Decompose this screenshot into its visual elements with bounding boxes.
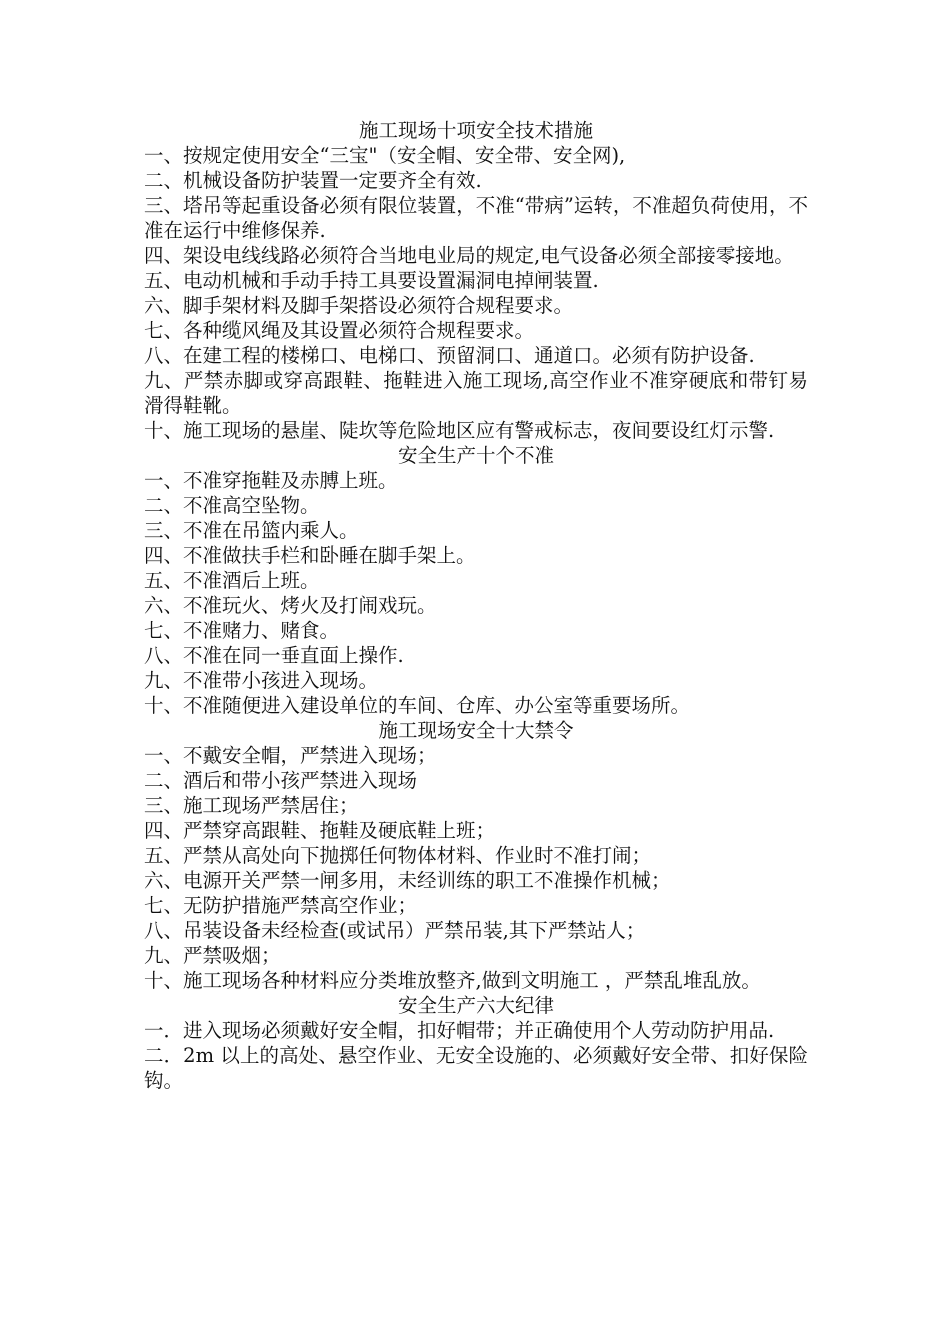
list-item: 三、施工现场严禁居住；: [144, 794, 359, 817]
list-item: 四、架设电线线路必须符合当地电业局的规定,电气设备必须全部接零接地。: [144, 244, 794, 267]
document-page: [144, 118, 808, 1093]
list-item: 六、脚手架材料及脚手架搭设必须符合规程要求。: [144, 294, 574, 317]
section-ten-prohibitions: [144, 443, 808, 718]
section-six-disciplines: [144, 993, 808, 1093]
section-title: 安全生产六大纪律: [397, 994, 554, 1017]
list-item: 九、不准带小孩进入现场。: [144, 669, 379, 692]
list-item: 一．进入现场必须戴好安全帽，扣好帽带；并正确使用个人劳动防护用品.: [144, 1019, 775, 1042]
list-item: 二、机械设备防护装置一定要齐全有效.: [144, 169, 482, 192]
list-item: 七、无防护措施严禁高空作业；: [144, 894, 418, 917]
list-item: 十、施工现场各种材料应分类堆放整齐,做到文明施工 ，严禁乱堆乱放。: [144, 969, 761, 992]
section-technical-measures: [144, 118, 808, 443]
section-title: 施工现场安全十大禁令: [378, 719, 574, 742]
list-item: 四、严禁穿高跟鞋、拖鞋及硬底鞋上班；: [144, 819, 496, 842]
list-item: 四、不准做扶手栏和卧睡在脚手架上。: [144, 544, 476, 567]
section-title: 施工现场十项安全技术措施: [358, 119, 593, 142]
list-item: 一、按规定使用安全“三宝"（安全帽、安全带、安全网),: [144, 144, 626, 167]
list-item: 二、不准高空坠物。: [144, 494, 320, 517]
list-item: 八、吊装设备未经检查(或试吊）严禁吊装,其下严禁站人；: [144, 919, 646, 942]
list-item: 十、不准随便进入建设单位的车间、仓库、办公室等重要场所。: [144, 694, 691, 717]
list-item: 三、塔吊等起重设备必须有限位装置，不准“带病”运转，不准超负荷使用，不准在运行中维修保养.: [144, 194, 808, 242]
list-item: 七、不准赌力、赌食。: [144, 619, 340, 642]
list-item: 五、严禁从高处向下抛掷任何物体材料、作业时不准打闹；: [144, 844, 652, 867]
section-ten-bans: [144, 718, 808, 993]
list-item: 二、酒后和带小孩严禁进入现场: [144, 769, 418, 792]
list-item: 九、严禁赤脚或穿高跟鞋、拖鞋进入施工现场,高空作业不准穿硬底和带钉易滑得鞋靴。: [144, 369, 808, 417]
list-item: 五、不准酒后上班。: [144, 569, 320, 592]
list-item: 五、电动机械和手动手持工具要设置漏洞电掉闸装置.: [144, 269, 599, 292]
list-item: 七、各种缆风绳及其设置必须符合规程要求。: [144, 319, 535, 342]
list-item: 二．2m 以上的高处、悬空作业、无安全设施的、必须戴好安全带、扣好保险钩。: [144, 1044, 808, 1092]
list-item: 九、严禁吸烟；: [144, 944, 281, 967]
list-item: 六、不准玩火、烤火及打闹戏玩。: [144, 594, 437, 617]
list-item: 一、不准穿拖鞋及赤膊上班。: [144, 469, 398, 492]
list-item: 六、电源开关严禁一闸多用，未经训练的职工不准操作机械；: [144, 869, 671, 892]
section-title: 安全生产十个不准: [397, 444, 554, 467]
list-item: 十、施工现场的悬崖、陡坎等危险地区应有警戒标志，夜间要设红灯示警.: [144, 419, 775, 442]
list-item: 一、不戴安全帽，严禁进入现场；: [144, 744, 437, 767]
list-item: 八、在建工程的楼梯口、电梯口、预留洞口、通道口。必须有防护设备.: [144, 344, 755, 367]
list-item: 八、不准在同一垂直面上操作.: [144, 644, 404, 667]
list-item: 三、不准在吊篮内乘人。: [144, 519, 359, 542]
